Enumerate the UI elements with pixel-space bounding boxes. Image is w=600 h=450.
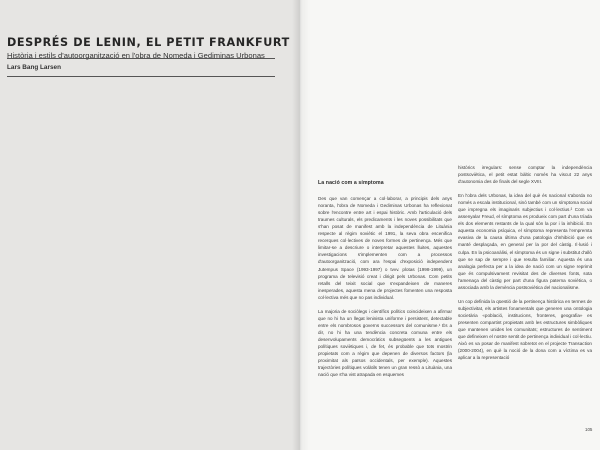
section-heading: La nació com a símptoma xyxy=(318,180,384,186)
title-rule xyxy=(7,58,275,59)
paragraph: En l'obra dels Urbonas, la idea del què és nacional s'aborda no només a escala institucional, sinó també com un símptoma social que impregna els imaginaris subjectius i col·lectius.² Com va assenyalar Freud, el símptoma es produeix com part d'una tríada els dos elements restants de la qual són la por i la inhibició. En aquesta economia psíquica, el símptoma representa l'empremta evasiva de la causa última d'una patologia d'inhibició que es manté desplaçada, en general per la por del càstig. Il·lusió i culpa. En la psicoanàlisi, el símptoma és un signe i substitut d'allò que se sap de sempre i que resulta familiar. Aquesta és una analogia perfecta per a la idea de nació com un signe reprimit que és compulsivament revisitat des de diverses fonts, sota l'amenaça del càstig per part d'una figura paterna soviètica, o associada amb la demència postsoviètica del nacionalisme. xyxy=(458,193,592,290)
paragraph: Un cop definida la qüestió de la pertinença històrica en termes de subjectivitat, els artistes fonamentals que generen una ontologia societària «població, institucions, fronteres, geografia» es presenten compartint propietats amb les estructures simbòliques que mantenen unides les comunitats; estructures de sentiment que defineixen el nostre sentit de pertinença individual i col·lectiu. Això es va posar de manifest sobretot en el projecte Transaction (2000-2004), en què la noció de la dona com a víctima es va aplicar a la representació xyxy=(458,298,592,361)
text-column-1 xyxy=(318,180,452,385)
article-title: DESPRÉS DE LENIN, EL PETIT FRANKFURT xyxy=(7,36,290,49)
title-block xyxy=(7,36,290,60)
article-subtitle: Història i estils d'autoorganització en l'obra de Nomeda i Gediminas Urbonas xyxy=(7,51,265,60)
paragraph: La majoria de sociòlegs i científics polítics coincideixen a afirmar que no hi ha un llegat leninista uniforme i persistent, detectable entre els nombrosos governs successors del comunisme.¹ És a dir, no hi ha una tendència concreta comuna entre els desenvolupaments democràtics subsegüents a les antigues polítiques soviètiques i, de fet, és probable que tots mostrin propietats com a règim que depenen de diversos factors (la proximitat als països occidentals, per exemple). Aquestes trajectòries polítiques volàtils tenen un gran ressò a Lituània, una nació que s'ha vist atrapada en esquemes xyxy=(318,308,452,378)
paragraph: Des que van començar a col·laborar, a principis dels anys noranta, l'obra de Nomeda i Gediminas Urbonas ha reflexionat sobre l'encontre entre art i espai històric. Amb l'articulació dels traumes culturals, els predicaments i les noves possibilitats que s'han posat de manifest amb la independència de Lituània respecte al règim soviètic el 1991, la seva obra escenifica recerques col·lectives de noves formes de pertinença. Més que limitar-se a descriure o interpretar aquestes lluites, aquestes investigacions s'implementen com a processos d'autoorganització, com ara l'espai d'exposició independent Jutempus Space (1993-1997) o tvvv. plotas (1998-1999), un programa de televisió creat i dirigit pels Urbonas. Com petits retalls del teixit social que s'expandeixen de maneres inesperades, aquesta mena de projectes fomenten una resposta col·lectiva més que no pas individual. xyxy=(318,196,452,300)
author-name: Lars Bang Larsen xyxy=(7,64,61,71)
text-column-2 xyxy=(458,164,592,368)
author-rule xyxy=(7,76,275,77)
page-number: 105 xyxy=(585,427,593,432)
paragraph: històrics irregulars: sense comptar la independència postsoviètica, el petit estat bàltic només ha viscut 22 anys d'autonomia des de finals del segle XVIII. xyxy=(458,165,592,185)
